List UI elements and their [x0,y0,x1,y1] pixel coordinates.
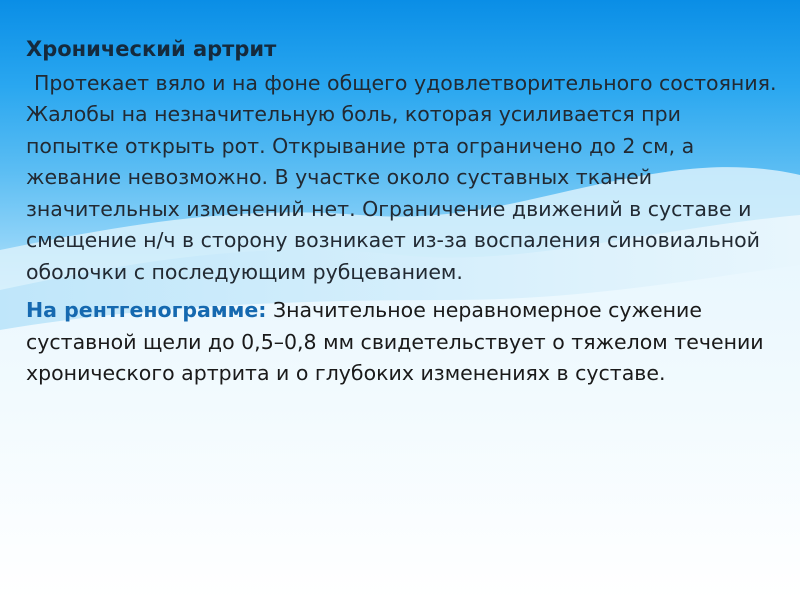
paragraph-chronic-description: Протекает вяло и на фоне общего удовлетворительного состояния. Жалобы на незначительную боль, которая усиливается при попытке открыть рот. Открывание рта ограничено до 2 см, а жевание невозможно. В участке около суставных тканей значительных изменений нет. Ограничение движений в суставе и смещение н/ч в сторону возникает из-за воспаления синовиальной оболочки с последующим рубцеванием. [26,70,777,284]
slide-content [26,34,778,390]
xray-text: Значительное неравномерное сужение суставной щели до 0,5–0,8 мм свидетельствует о тяжелом течении хронического артрита и о глубоких изменениях в суставе. [26,298,764,385]
paragraph-xray [26,295,778,390]
slide-title: Хронический артрит [26,37,277,61]
xray-label: На рентгенограмме: [26,298,267,322]
